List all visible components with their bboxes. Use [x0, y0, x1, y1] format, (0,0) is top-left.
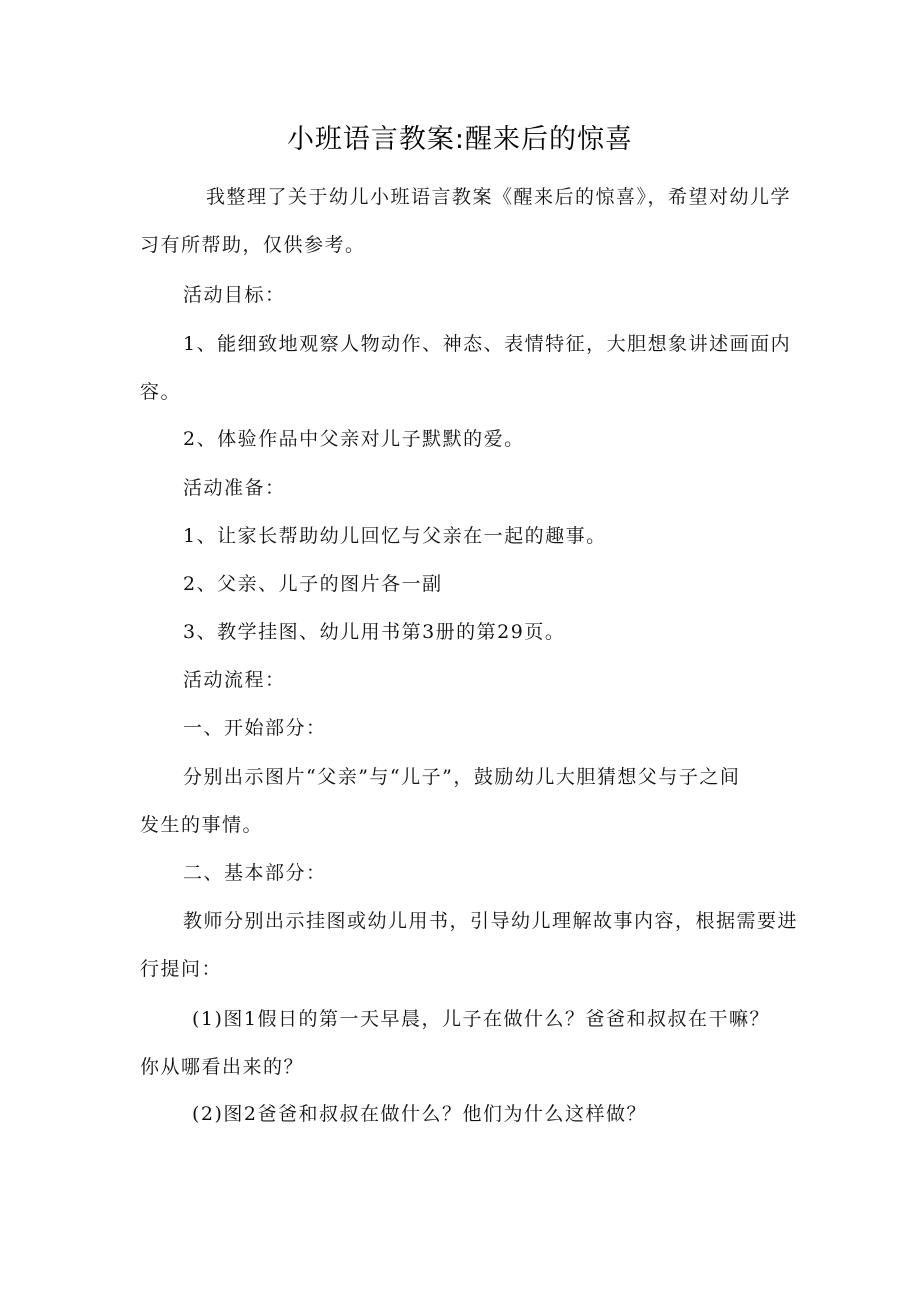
- paragraph-line: 活动准备：: [183, 477, 286, 499]
- paragraph-line: 容。: [140, 381, 182, 403]
- paragraph-line: 行提问：: [140, 958, 223, 980]
- paragraph-line: 习有所帮助，仅供参考。: [140, 234, 366, 256]
- paragraph-line: 2、父亲、儿子的图片各一副: [183, 573, 443, 595]
- paragraph-line: 教师分别出示挂图或幼儿用书，引导幼儿理解故事内容，根据需要进: [183, 910, 799, 932]
- paragraph-line: 二、基本部分：: [183, 862, 327, 884]
- paragraph-line: 3、教学挂图、幼儿用书第3册的第29页。: [183, 621, 566, 643]
- paragraph-line: 活动目标：: [183, 284, 286, 306]
- document-title: 小班语言教案:醒来后的惊喜: [286, 124, 634, 155]
- paragraph-line: (2)图2爸爸和叔叔在做什么？他们为什么这样做？: [192, 1103, 648, 1125]
- paragraph-line: 发生的事情。: [140, 814, 264, 836]
- paragraph-line: 我整理了关于幼儿小班语言教案《醒来后的惊喜》，希望对幼儿学: [206, 186, 792, 208]
- paragraph-line: 1、让家长帮助幼儿回忆与父亲在一起的趣事。: [183, 525, 607, 547]
- paragraph-line: 2、体验作品中父亲对儿子默默的爱。: [183, 428, 525, 450]
- paragraph-line: (1)图1假日的第一天早晨，儿子在做什么？爸爸和叔叔在干嘛？: [192, 1008, 771, 1030]
- paragraph-line: 活动流程：: [183, 669, 286, 691]
- paragraph-line: 1、能细致地观察人物动作、神态、表情特征，大胆想象讲述画面内: [183, 333, 792, 355]
- paragraph-line: 分别出示图片“父亲”与“儿子”，鼓励幼儿大胆猜想父与子之间: [183, 766, 741, 788]
- paragraph-line: 一、开始部分：: [183, 717, 327, 739]
- paragraph-line: 你从哪看出来的？: [140, 1056, 305, 1078]
